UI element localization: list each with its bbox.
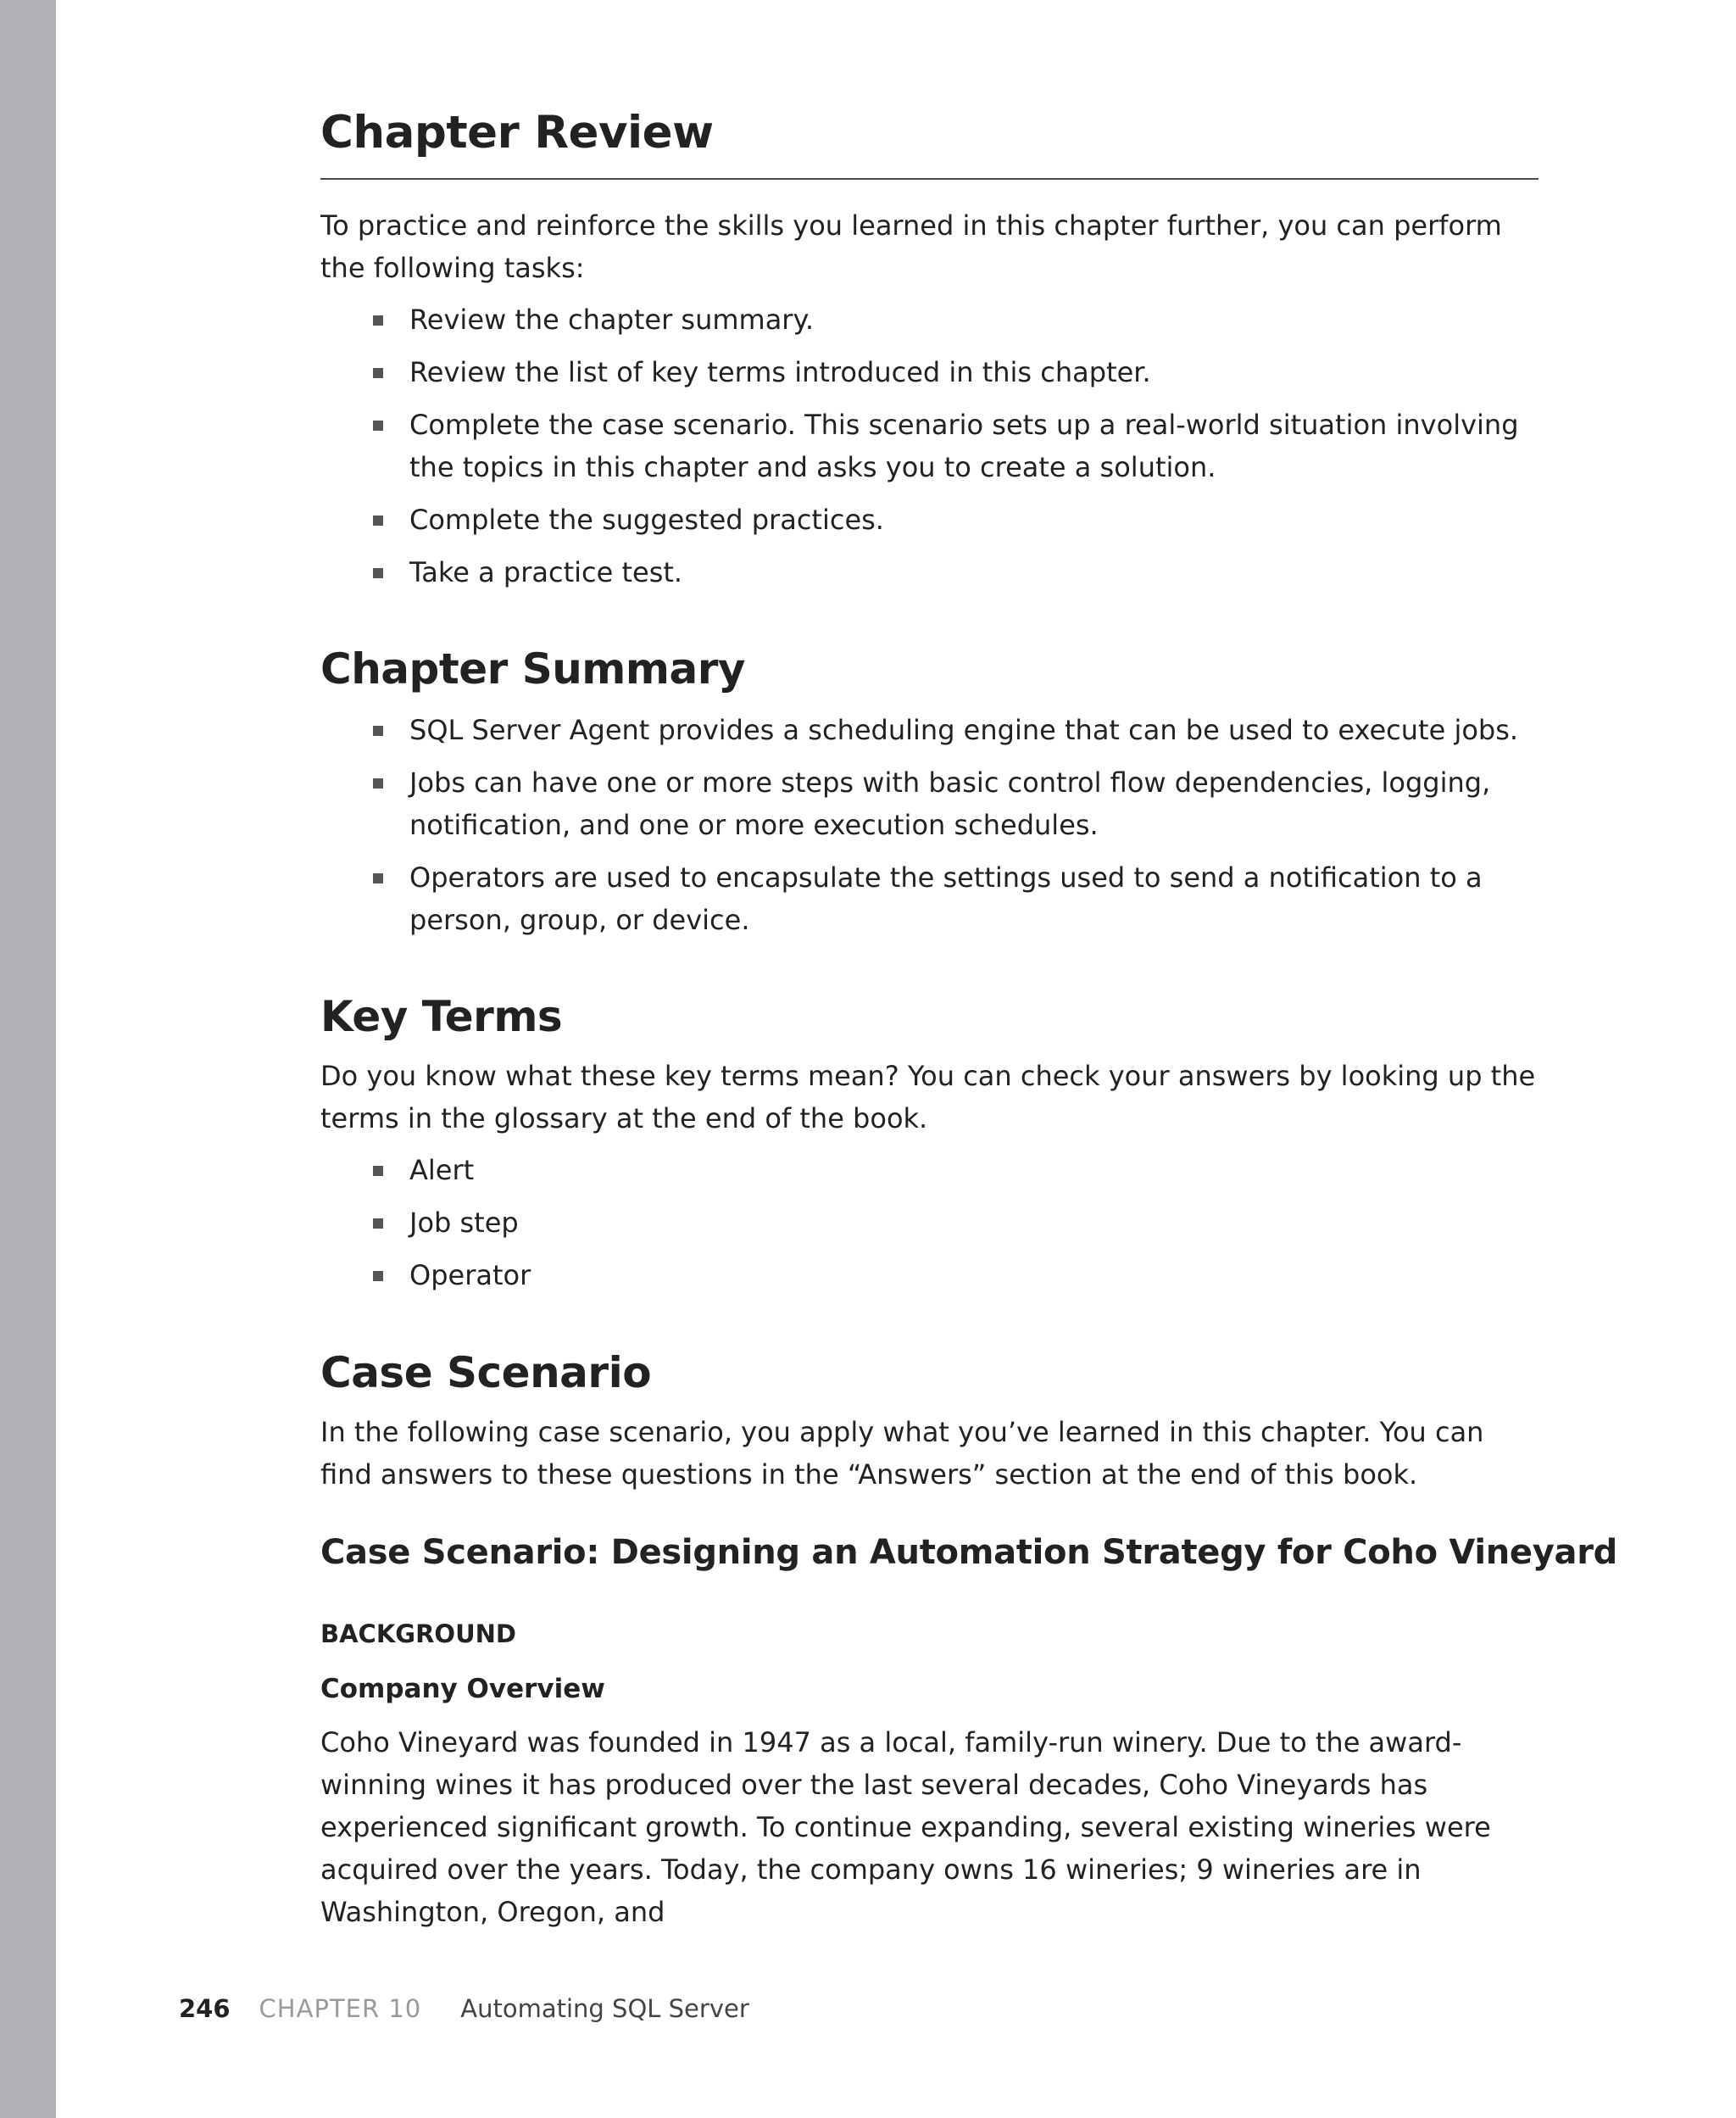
bullet-square-icon: [373, 778, 383, 789]
company-overview-text: Coho Vineyard was founded in 1947 as a local, family-run winery. Due to the award-winning wines it has produced over the last several decades, Coho Vineyards has experienced significant growth. To continue expanding, several existing wineries were acquired over the years. Today, the company owns 16 wineries; 9 wineries are in Washington, Oregon, and: [320, 1726, 1491, 1928]
case-scenario-heading: Case Scenario: [320, 1348, 652, 1397]
chapter-review-heading: Chapter Review: [320, 107, 714, 159]
chapter-review-intro: To practice and reinforce the skills you learned in this chapter further, you can perform the following tasks:: [320, 209, 1502, 284]
chapter-title: Automating SQL Server: [460, 1994, 749, 2023]
key-terms-list: [320, 1149, 1541, 1307]
bullet-square-icon: [373, 1218, 383, 1229]
page-footer: [179, 1994, 749, 2023]
list-item: Alert: [320, 1149, 1541, 1191]
heading-rule: [320, 178, 1538, 180]
chapter-summary-heading: Chapter Summary: [320, 644, 745, 694]
list-item: Job step: [320, 1201, 1541, 1244]
list-item: Jobs can have one or more steps with basic control flow dependencies, logging, notification, and one or more execution schedules.: [320, 761, 1541, 846]
list-item: Complete the case scenario. This scenario sets up a real-world situation involving the topics in this chapter and asks you to create a solution.: [320, 404, 1541, 488]
bullet-square-icon: [373, 368, 383, 378]
list-item: Operators are used to encapsulate the settings used to send a notification to a person, group, or device.: [320, 856, 1541, 941]
list-item: Operator: [320, 1254, 1541, 1296]
bullet-square-icon: [373, 516, 383, 526]
list-item: Review the chapter summary.: [320, 298, 1541, 341]
list-item: Take a practice test.: [320, 551, 1541, 594]
chapter-summary-list: [320, 709, 1541, 951]
bullet-square-icon: [373, 873, 383, 883]
list-item: SQL Server Agent provides a scheduling engine that can be used to execute jobs.: [320, 709, 1541, 751]
chapter-review-list: [320, 298, 1541, 604]
list-item: Review the list of key terms introduced in this chapter.: [320, 351, 1541, 393]
bullet-square-icon: [373, 568, 383, 578]
bullet-square-icon: [373, 1166, 383, 1176]
chapter-label: CHAPTER 10: [259, 1994, 422, 2023]
background-label: BACKGROUND: [320, 1619, 516, 1648]
bullet-square-icon: [373, 1271, 383, 1281]
page-gutter: [0, 0, 56, 2118]
case-scenario-intro: In the following case scenario, you apply what you’ve learned in this chapter. You can find answers to these questions in the “Answers” section at the end of this book.: [320, 1416, 1484, 1491]
case-scenario-subtitle: Case Scenario: Designing an Automation Strategy for Coho Vineyard: [320, 1533, 1617, 1572]
bullet-square-icon: [373, 726, 383, 736]
bullet-square-icon: [373, 315, 383, 326]
list-item: Complete the suggested practices.: [320, 499, 1541, 541]
key-terms-intro: Do you know what these key terms mean? You can check your answers by looking up the terms in the glossary at the end of the book.: [320, 1060, 1536, 1134]
company-overview-label: Company Overview: [320, 1674, 605, 1704]
bullet-square-icon: [373, 421, 383, 431]
key-terms-heading: Key Terms: [320, 992, 563, 1041]
page-number: 246: [179, 1994, 231, 2023]
